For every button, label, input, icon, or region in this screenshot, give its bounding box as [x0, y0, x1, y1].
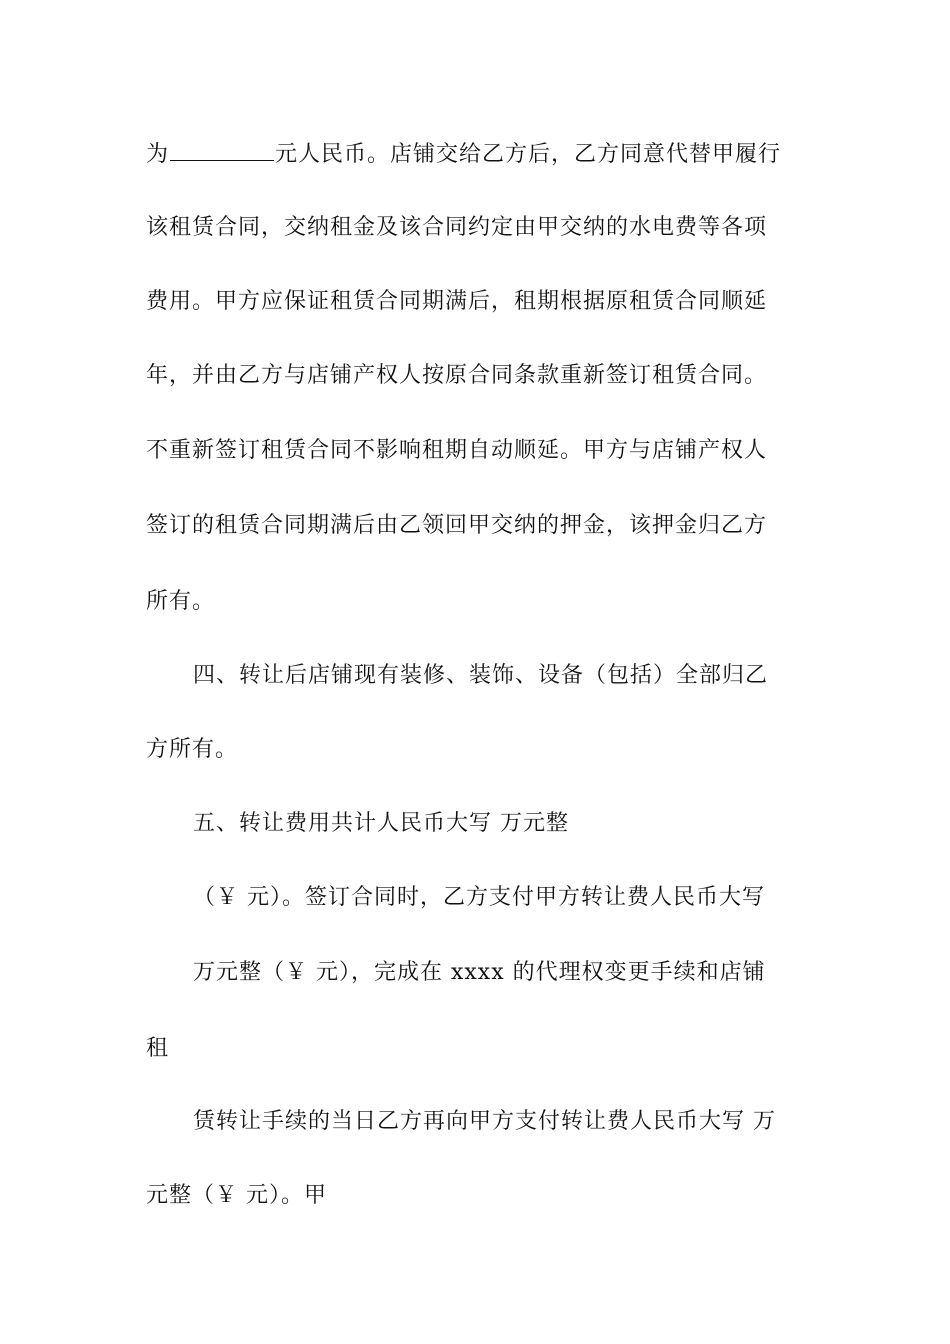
clause-five-line-5: 赁转让手续的当日乙方再向甲方支付转让费人民币大写 万 — [193, 1109, 776, 1134]
paragraph-line-7: 所有。 — [146, 589, 216, 614]
clause-five-line-1: 五、转让费用共计人民币大写 万元整 — [193, 811, 569, 836]
clause-four-line-2: 方所有。 — [146, 737, 239, 762]
line-1-prefix: 为 — [146, 142, 170, 167]
clause-five-line-2: （￥ 元）。签订合同时，乙方支付甲方转让费人民币大写 — [193, 885, 765, 910]
paragraph-line-6: 签订的租赁合同期满后由乙领回甲交纳的押金，该押金归乙方 — [146, 513, 768, 538]
clause-five-line-6: 元整（￥ 元）。甲 — [146, 1183, 327, 1208]
paragraph-line-3: 费用。甲方应保证租赁合同期满后，租期根据原租赁合同顺延 — [146, 289, 768, 314]
clause-five-line-4: 租 — [146, 1036, 170, 1061]
paragraph-line-2: 该租赁合同，交纳租金及该合同约定由甲交纳的水电费等各项 — [146, 215, 768, 240]
paragraph-line-5: 不重新签订租赁合同不影响租期自动顺延。甲方与店铺产权人 — [146, 438, 768, 463]
line-1-suffix: 元人民币。店铺交给乙方后，乙方同意代替甲履行 — [275, 142, 782, 167]
clause-five-line-3: 万元整（￥ 元），完成在 xxxx 的代理权变更手续和店铺 — [193, 960, 766, 985]
paragraph-line-1 — [146, 140, 806, 170]
paragraph-line-4: 年，并由乙方与店铺产权人按原合同条款重新签订租赁合同。 — [146, 363, 768, 388]
amount-blank — [170, 140, 274, 161]
clause-four-line-1: 四、转让后店铺现有装修、装饰、设备（包括）全部归乙 — [193, 663, 769, 688]
